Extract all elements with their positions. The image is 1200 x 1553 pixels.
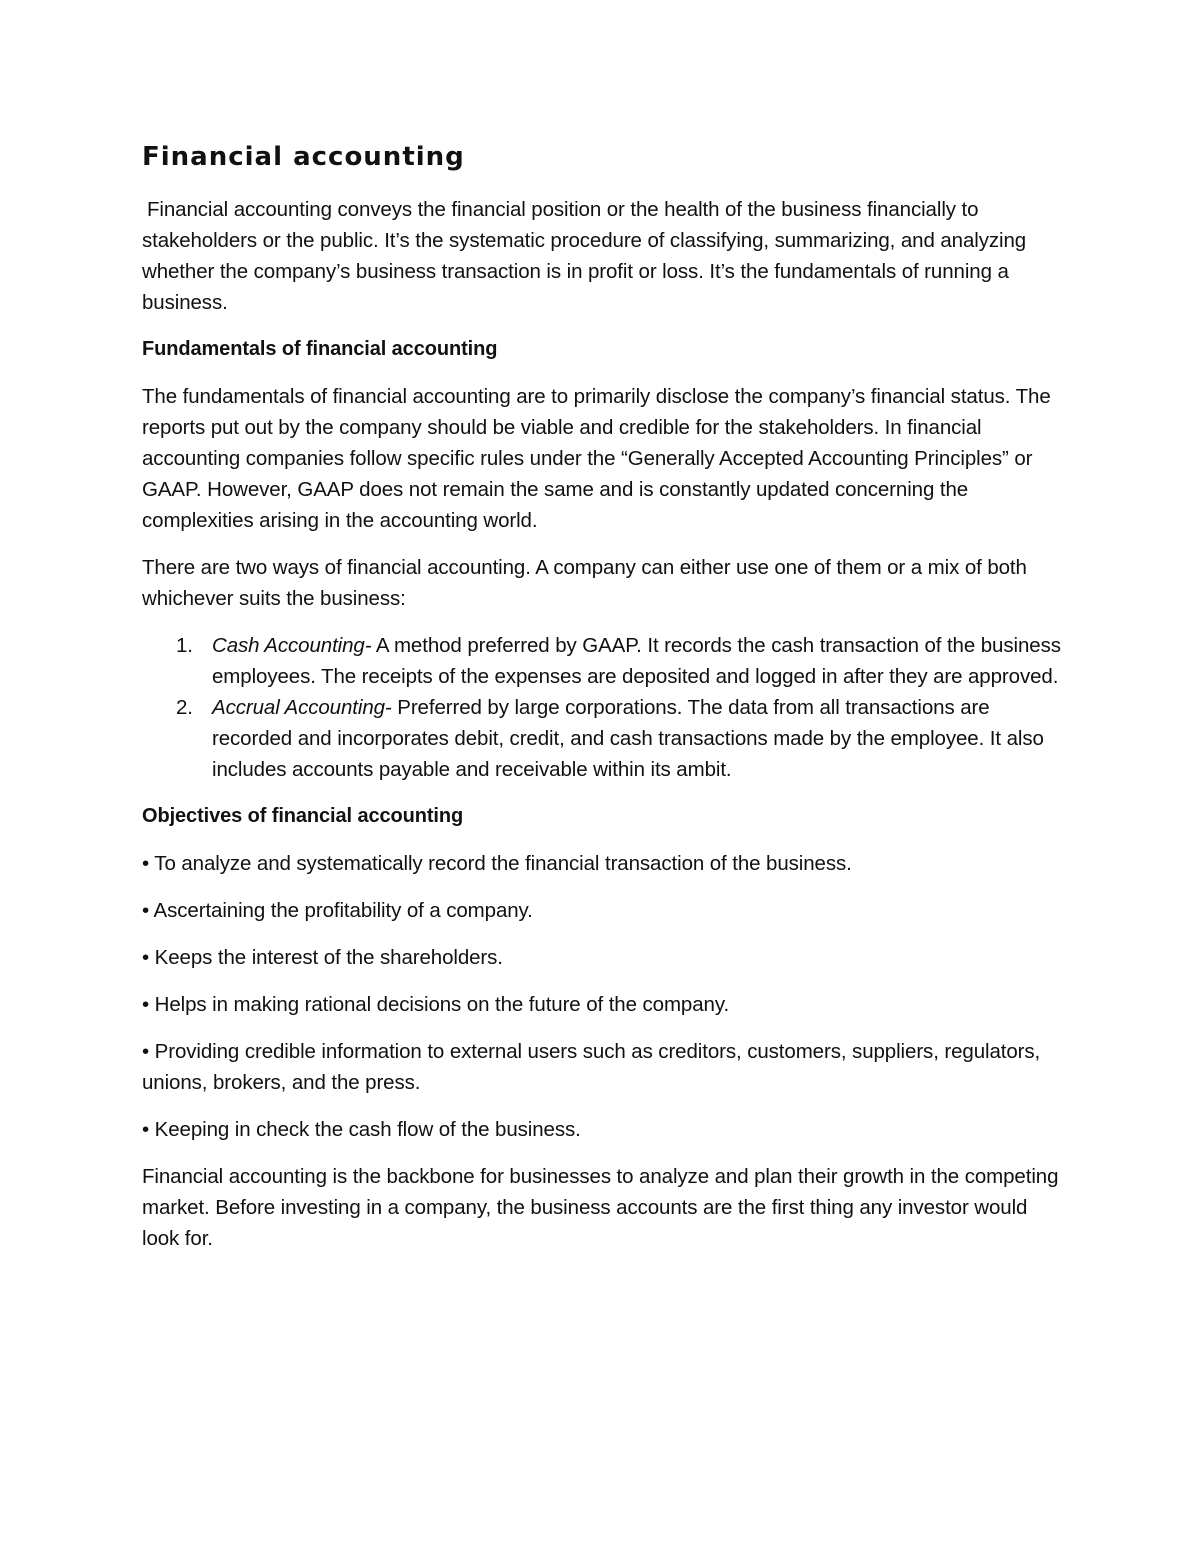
objectives-list (142, 848, 1062, 1145)
ways-intro-paragraph: There are two ways of financial accounting. A company can either use one of them or a mix of both whichever suits the business: (142, 556, 1027, 610)
objective-item: • Helps in making rational decisions on the future of the company. (142, 993, 730, 1016)
document-body (142, 140, 1062, 1270)
document-title: Financial accounting (142, 142, 465, 172)
methods-list (142, 630, 1062, 785)
fundamentals-paragraph: The fundamentals of financial accounting are to primarily disclose the company’s financial status. The reports put out by the company should be viable and credible for the stakeholders. In financial accounting companies follow specific rules under the “Generally Accepted Accounting Principles” or GAAP. However, GAAP does not remain the same and is constantly updated concerning the complexities arising in the accounting world. (142, 385, 1051, 532)
method-term: Cash Accounting- (212, 634, 372, 657)
objectives-heading: Objectives of financial accounting (142, 805, 464, 827)
method-description: Preferred by large corporations. The data from all transactions are recorded and incorporates debit, credit, and cash transactions made by the employee. It also includes accounts payable and receivable within its ambit. (212, 696, 1044, 781)
list-number: 1. (176, 634, 193, 657)
intro-paragraph: Financial accounting conveys the financial position or the health of the business financially to stakeholders or the public. It’s the systematic procedure of classifying, summarizing, and analyzing whether the company’s business transaction is in profit or loss. It’s the fundamentals of running a business. (142, 198, 1027, 314)
objective-item: • To analyze and systematically record the financial transaction of the business. (142, 852, 852, 875)
objective-item: • Providing credible information to external users such as creditors, customers, suppliers, regulators, unions, brokers, and the press. (142, 1040, 1041, 1094)
method-description: A method preferred by GAAP. It records the cash transaction of the business employees. The receipts of the expenses are deposited and logged in after they are approved. (212, 634, 1061, 688)
method-term: Accrual Accounting- (212, 696, 392, 719)
objective-item: • Keeping in check the cash flow of the business. (142, 1118, 581, 1141)
list-item (142, 630, 1062, 692)
list-item (142, 692, 1062, 785)
objective-item: • Ascertaining the profitability of a company. (142, 899, 533, 922)
fundamentals-heading: Fundamentals of financial accounting (142, 338, 498, 360)
list-number: 2. (176, 696, 193, 719)
objective-item: • Keeps the interest of the shareholders. (142, 946, 503, 969)
conclusion-paragraph: Financial accounting is the backbone for businesses to analyze and plan their growth in the competing market. Before investing in a company, the business accounts are the first thing any investor would look for. (142, 1165, 1059, 1250)
